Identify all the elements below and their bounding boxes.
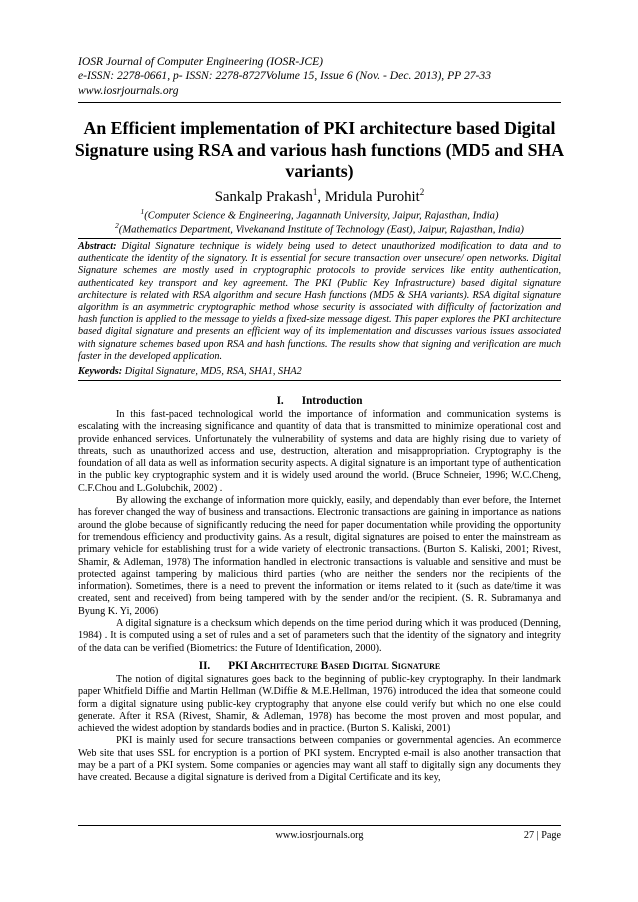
journal-header — [78, 55, 561, 98]
abstract-label: Abstract: — [78, 241, 117, 252]
keywords-label: Keywords: — [78, 366, 123, 377]
section-2-body — [78, 674, 561, 785]
section-2-title: PKI Architecture Based Digital Signature — [228, 660, 441, 672]
keywords — [78, 366, 561, 379]
journal-website[interactable]: www.iosrjournals.org — [78, 83, 179, 97]
section-1-paragraph-2: By allowing the exchange of information more quickly, easily, and dependably than ever before, the Internet has forever changed the way of business and transactions. Electronic transactions are gaining in importance as nations around the globe because of significantly reducing the need for paper documentation while providing the opportunity for tremendous efficiency and productivity gains. As a result, digital signatures are poised to enter the mainstream as primary vehicle for establishing trust for a wide variety of electronic transactions. (Burton S. Kaliski, 2001; Rivest, Shamir, & Adleman, 1978) The information handled in electronic transactions is valuable and sensitive and must be protected against tampering by malicious third parties (who are neither the senders nor the recipients of the information). Sometimes, there is a need to prevent the information or items related to it (such as date/time it was created, sent and received) from being tampered with by the sender and/or the recipient. (S. R. Subramanya and Byung K. Yi, 2006) — [78, 495, 561, 617]
footer-website[interactable]: www.iosrjournals.org — [275, 830, 364, 841]
section-1-body — [78, 409, 561, 655]
section-2-number: II. — [198, 660, 211, 672]
affiliation-2 — [78, 219, 561, 237]
keywords-text: Digital Signature, MD5, RSA, SHA1, SHA2 — [122, 366, 302, 377]
abstract-text: Digital Signature technique is widely being used to detect unauthorized modification to data and to authenticate the identity of the signatory. It is essential for secure transaction over unsecure/ open networks. Digital Signature schemes are mostly used in cryptographic protocols to provide services like entity authentication, authenticated key transport and key agreement. The PKI (Public Key Infrastructure) based digital signature architecture is related with RSA algorithm and secure Hash functions (MD5 & SHA variants). RSA digital signature algorithm is an asymmetric cryptographic method whose security is associated with difficulty of factorization and hash function is applied to the message to yields a fixed-size message digest. This paper explores the PKI architecture based digital signature and presents an efficient way of its implementation and discusses various issues associated with signature schemes based upon RSA and hash functions. The results show that signing and verification are much faster in the developed application. — [78, 241, 561, 362]
author-line — [78, 183, 561, 206]
section-2-paragraph-2: PKI is mainly used for secure transactions between companies or governmental agencies. An ecommerce Web site that uses SSL for encryption is a portion of PKI system. Encrypted e-mail is also another transaction that may be a part of a PKI system. Some companies or agencies may want all staff to digitally sign any documents they have created. Because a digital signature is derived from a Digital Certificate and its key, — [78, 735, 561, 784]
section-1-paragraph-3: A digital signature is a checksum which depends on the time period during which it was produced (Denning, 1984) . It is computed using a set of rules and a set of parameters such that the identity of the signatory and integrity of the data can be verified (Biometrics: the Future of Identification, 2000). — [78, 618, 561, 654]
header-divider — [78, 102, 561, 103]
affiliation-2-text: (Mathematics Department, Vivekanand Institute of Technology (East), Jaipur, Rajasthan, India) — [118, 224, 524, 236]
author-2-sup: 2 — [419, 187, 425, 197]
affiliation-2-sup: 2 — [115, 221, 119, 230]
author-separator: , — [317, 188, 325, 205]
section-1-paragraph-1: In this fast-paced technological world the importance of information and communication systems is escalating with the increasing significance and quantity of data that is transmitted to minimize operational cost and provide enhanced services. Unfortunately the vulnerability of systems and data are highly rising due to variety of threats, such as unauthorized access and use, destruction, alteration and misappropriation. Cryptography is the foundation of all data as well as information security aspects. A digital signature is an important type of authentication in the public key cryptographic system and it is widely used around the world. (Bruce Schneier, 1996; W.C.Cheng, C.F.Chou and L.Golubchik, 2002) . — [78, 409, 561, 494]
keywords-bottom-rule — [78, 380, 561, 381]
abstract-top-rule — [78, 238, 561, 239]
author-1: Sankalp Prakash — [214, 188, 313, 205]
section-1-title: Introduction — [301, 395, 363, 407]
author-1-sup: 1 — [312, 187, 318, 197]
affiliation-1-sup: 1 — [140, 207, 145, 216]
abstract — [78, 241, 561, 363]
page-number: 27 | Page — [523, 830, 561, 841]
affiliation-1-text: (Computer Science & Engineering, Jagannath University, Jaipur, Rajasthan, India) — [144, 210, 499, 222]
journal-name: IOSR Journal of Computer Engineering (IOSR-JCE) — [78, 55, 324, 68]
section-2-heading — [78, 660, 561, 673]
section-2-paragraph-1: The notion of digital signatures goes back to the beginning of public-key cryptography. In their landmark paper Whitfield Diffie and Martin Hellman (W.Diffie & M.E.Hellman, 1976) introduced the idea that someone could form a digital signature using public-key cryptography that anyone else could verify but which no one else could generate. After it RSA (Rivest, Shamir, & Adleman, 1978) has become the most proven and most popular, and achieved the widest adoption by standards bodies and in practice. (Burton S. Kaliski, 2001) — [78, 674, 561, 735]
section-1-number: I. — [276, 395, 284, 407]
paper-title: An Efficient implementation of PKI architecture based Digital Signature using RSA and various hash functions (MD5 and SHA variants) — [74, 118, 565, 181]
section-1-heading — [78, 395, 561, 408]
footer-divider — [78, 825, 561, 826]
page-footer — [78, 828, 561, 842]
author-2: Mridula Purohit — [324, 188, 420, 205]
journal-issn: e-ISSN: 2278-0661, p- ISSN: 2278-8727Volume 15, Issue 6 (Nov. - Dec. 2013), PP 27-33 — [78, 69, 492, 83]
